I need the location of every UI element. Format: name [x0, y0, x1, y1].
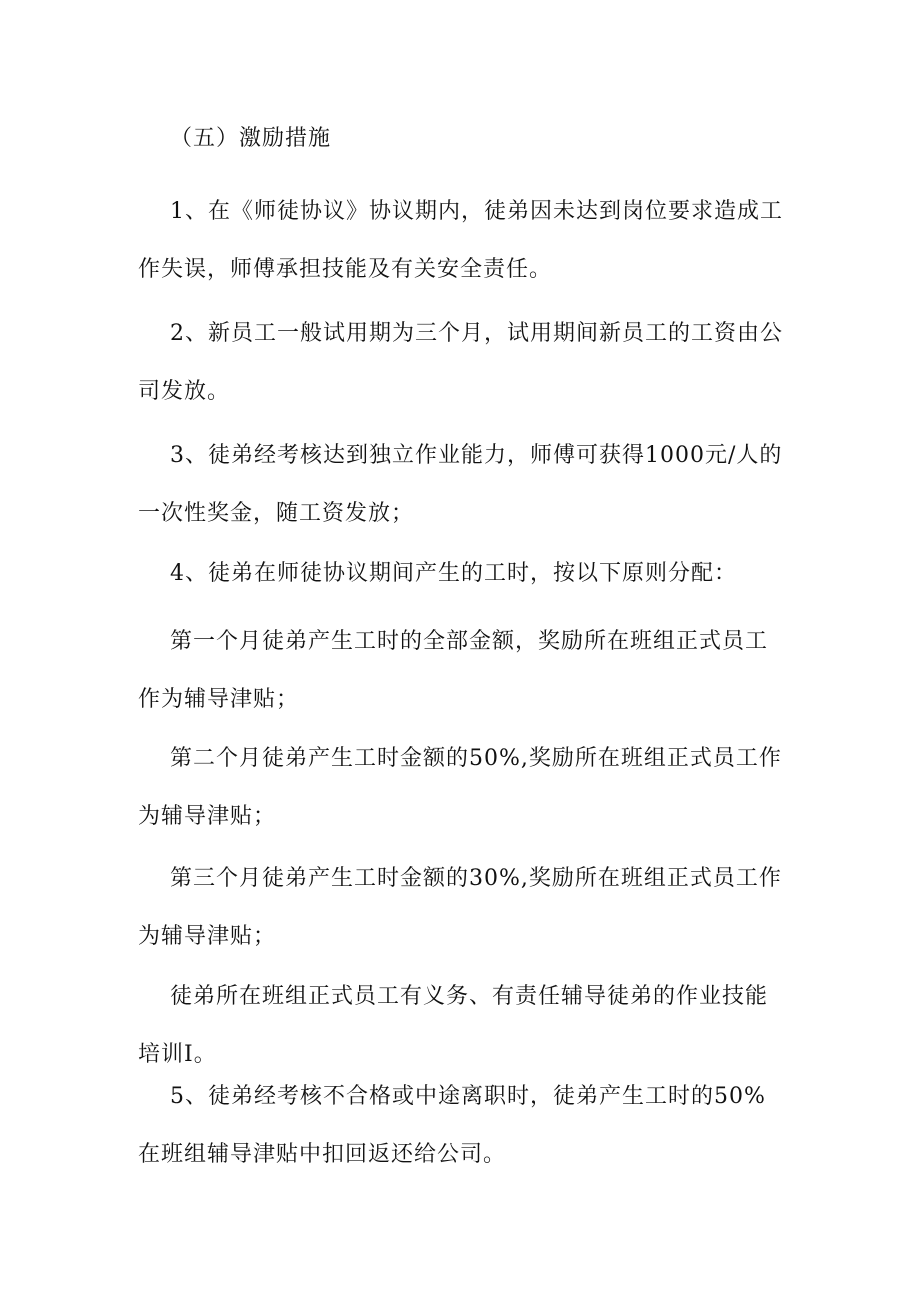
paragraph-month-1: 第一个月徒弟产生工时的全部金额，奖励所在班组正式员工作为辅导津贴； [138, 629, 769, 712]
paragraph-month-2: 第二个月徒弟产生工时金额的50%,奖励所在班组正式员工作为辅导津贴； [138, 746, 782, 829]
section-heading: （五）激励措施 [170, 126, 332, 151]
paragraph-duty: 徒弟所在班组正式员工有义务、有责任辅导徒弟的作业技能培训I。 [138, 984, 769, 1067]
paragraph-3: 3、徒弟经考核达到独立作业能力，师傅可获得1000元/人的一次性奖金，随工资发放； [138, 443, 783, 526]
paragraph-1: 1、在《师徒协议》协议期内，徒弟因未达到岗位要求造成工作失误，师傅承担技能及有关安全责任。 [138, 199, 783, 282]
paragraph-2: 2、新员工一般试用期为三个月，试用期间新员工的工资由公司发放。 [138, 321, 783, 404]
paragraph-5: 5、徒弟经考核不合格或中途离职时，徒弟产生工时的50%在班组辅导津贴中扣回返还给公司。 [138, 1084, 766, 1167]
paragraph-month-3: 第三个月徒弟产生工时金额的30%,奖励所在班组正式员工作为辅导津贴； [138, 866, 782, 949]
paragraph-4: 4、徒弟在师徒协议期间产生的工时，按以下原则分配： [170, 561, 737, 586]
